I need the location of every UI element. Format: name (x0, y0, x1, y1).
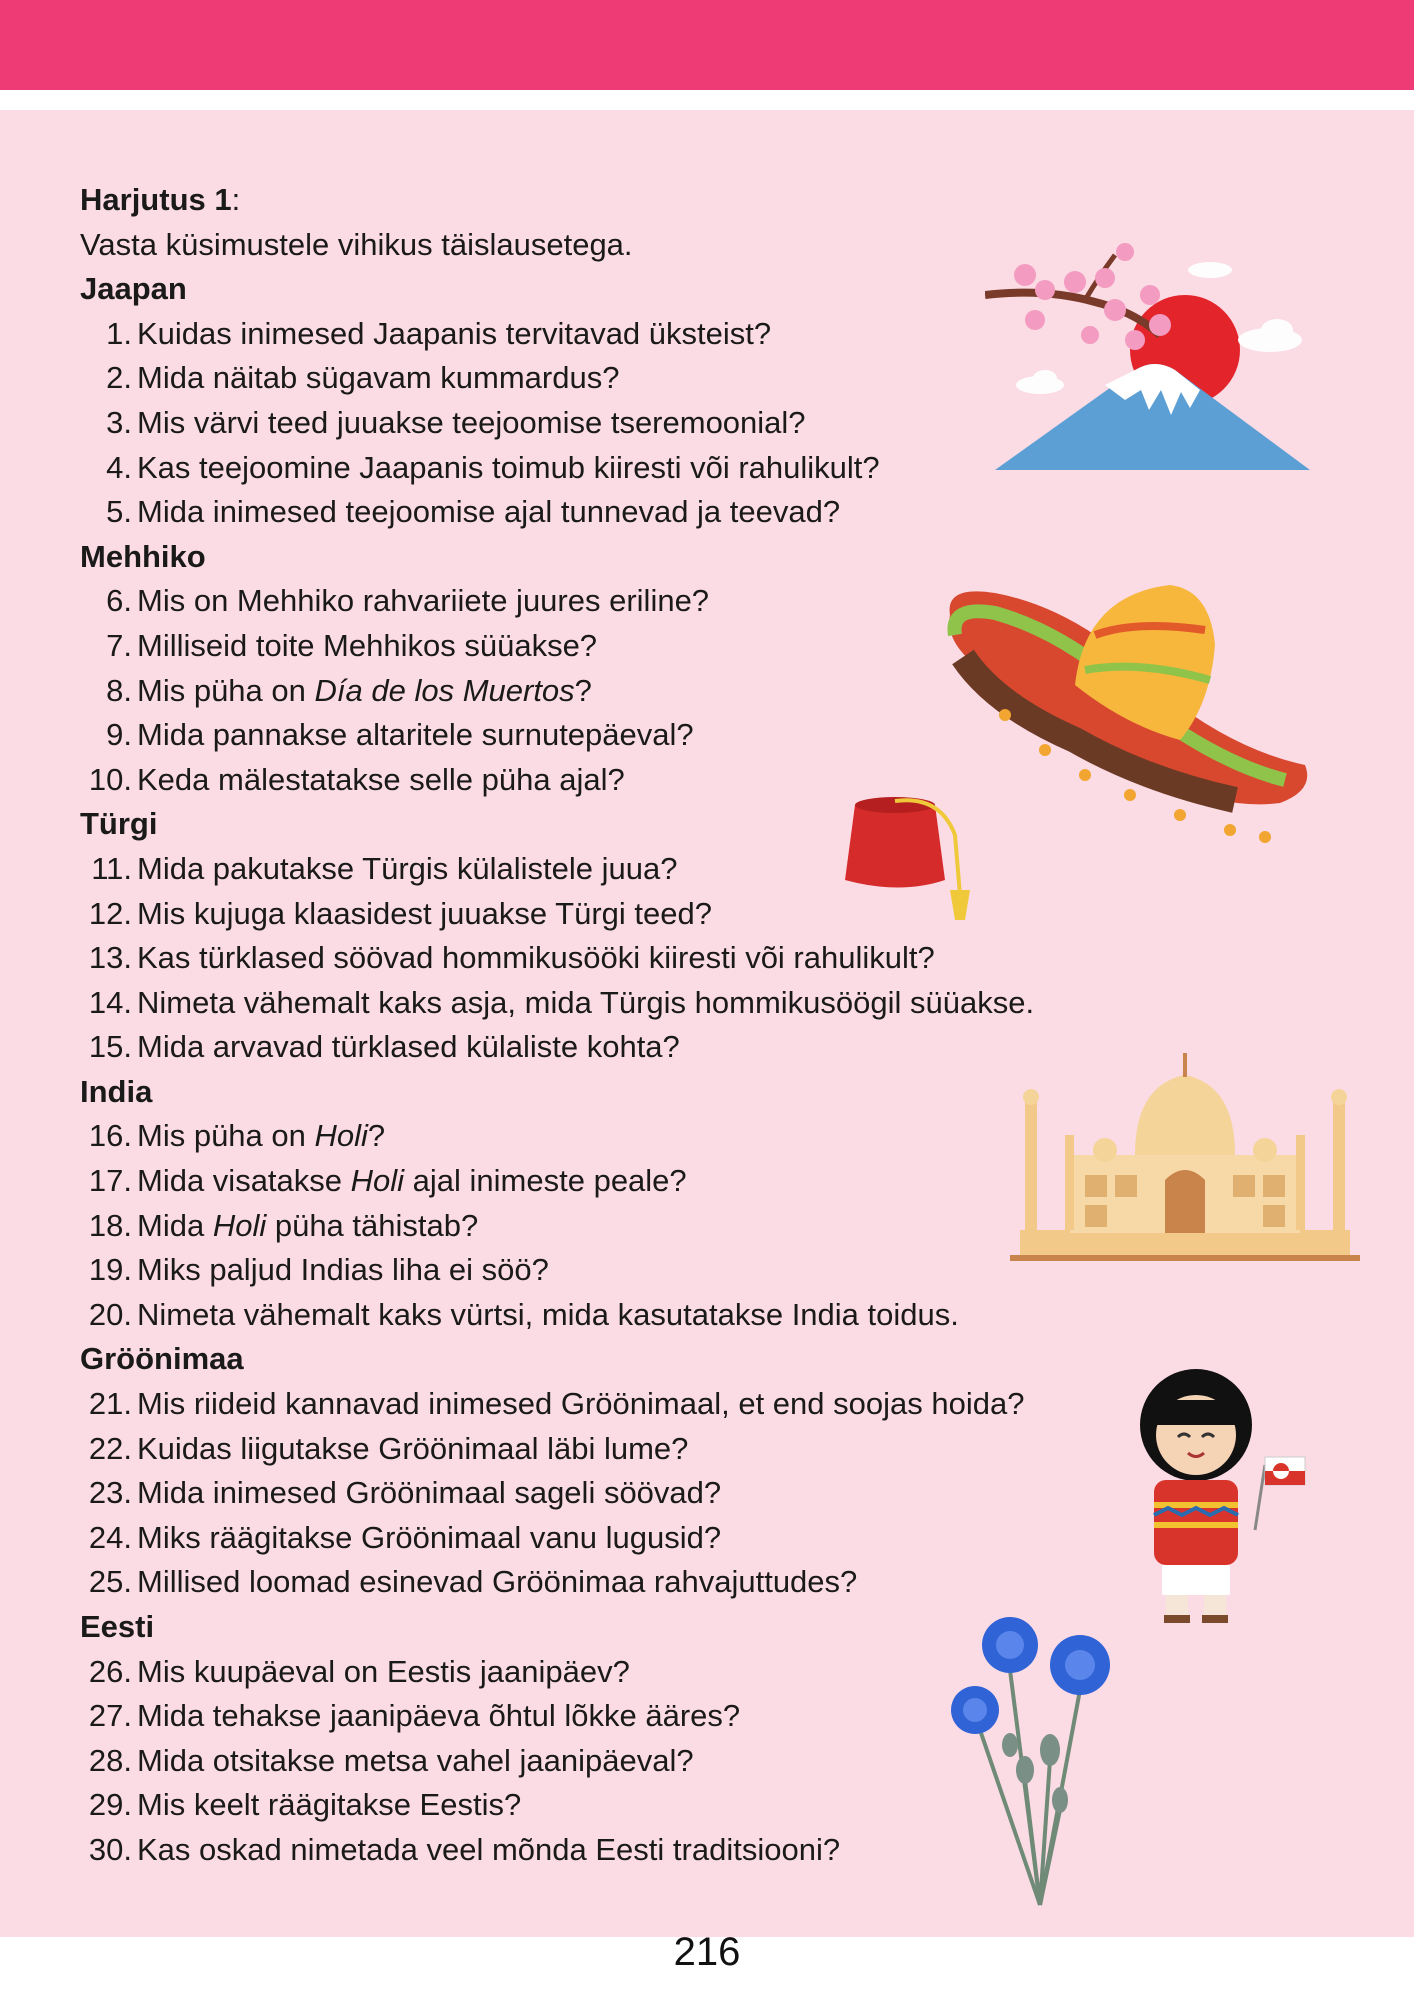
question-item (80, 1248, 1130, 1293)
question-text-part: Mis püha on (137, 1118, 315, 1154)
question-text-part: Mis värvi teed juuakse teejoomise tseremoonial? (137, 404, 806, 440)
question-text-part: Mida pakutakse Türgis külalistele juua? (137, 850, 678, 886)
question-text-part: Millised loomad esinevad Gröönimaa rahvajuttudes? (137, 1564, 858, 1600)
exercise-heading-suffix: : (231, 182, 241, 217)
question-text-part: Mis on Mehhiko rahvariiete juures eriline? (137, 583, 710, 619)
question-text-part: Holi (212, 1207, 267, 1243)
question-text (137, 758, 625, 803)
question-item (80, 312, 1130, 357)
question-number: 4. (106, 449, 132, 485)
question-number: 29. (88, 1787, 132, 1823)
question-number: 11. (91, 850, 132, 886)
question-text (137, 669, 592, 714)
question-text-part: Kuidas liigutakse Gröönimaal läbi lume? (137, 1430, 689, 1466)
question-number: 2. (106, 360, 132, 396)
question-number: 17. (88, 1163, 132, 1199)
question-text (137, 1293, 959, 1338)
question-item (80, 401, 1130, 446)
question-text-part: Mida (137, 1207, 213, 1243)
question-text-part: Mida näitab sügavam kummardus? (137, 360, 620, 396)
question-text-part: Mis kujuga klaasidest juuakse Türgi teed? (137, 895, 712, 931)
question-text-part: Milliseid toite Mehhikos süüakse? (137, 627, 598, 663)
question-text (137, 401, 806, 446)
question-number: 9. (106, 717, 132, 753)
question-text-part: ajal inimeste peale? (404, 1163, 687, 1199)
section-title: Jaapan (80, 271, 187, 307)
exercise-heading (80, 178, 1130, 223)
question-text (137, 1560, 857, 1605)
question-number: 21. (88, 1386, 132, 1422)
question-text (137, 356, 619, 401)
question-text-part: Mida inimesed Gröönimaal sageli söövad? (137, 1475, 722, 1511)
question-text-part: Mida arvavad türklased külaliste kohta? (137, 1029, 680, 1065)
question-number: 8. (106, 672, 132, 708)
question-number: 14. (88, 984, 132, 1020)
section-title: India (80, 1073, 153, 1109)
question-text-part: Kuidas inimesed Jaapanis tervitavad üksteist? (137, 315, 772, 351)
section-title: Gröönimaa (80, 1341, 244, 1377)
exercise-title: Harjutus 1 (80, 182, 232, 217)
question-text-part: Mis kuupäeval on Eestis jaanipäev? (137, 1653, 630, 1689)
question-text (137, 579, 709, 624)
question-text-part: Mida tehakse jaanipäeva õhtul lõkke ääres? (137, 1698, 741, 1734)
question-number: 6. (106, 583, 132, 619)
question-number: 20. (88, 1296, 132, 1332)
question-text (137, 490, 840, 535)
question-number: 5. (106, 494, 132, 530)
question-number: 25. (88, 1564, 132, 1600)
question-text-part: ? (367, 1118, 386, 1154)
question-number: 27. (88, 1698, 132, 1734)
question-text (137, 1650, 630, 1695)
question-text-part: Kas oskad nimetada veel mõnda Eesti traditsiooni? (137, 1831, 841, 1867)
section-title: Türgi (80, 806, 158, 842)
question-text (137, 1025, 680, 1070)
question-item (80, 1560, 1130, 1605)
question-text-part: Mida otsitakse metsa vahel jaanipäeval? (137, 1742, 694, 1778)
question-text-part: Mis riideid kannavad inimesed Gröönimaal, et end soojas hoida? (137, 1386, 1025, 1422)
question-text-part: Kas türklased söövad hommikusööki kiiresti või rahulikult? (137, 940, 935, 976)
section-title: Eesti (80, 1609, 155, 1644)
question-item (80, 1382, 1130, 1427)
question-item (80, 446, 1130, 491)
question-item (80, 981, 1130, 1026)
question-text (137, 1427, 688, 1472)
question-text (137, 1204, 478, 1249)
question-number: 23. (88, 1475, 132, 1511)
question-text (137, 1159, 687, 1204)
mount-fuji-sakura-icon (985, 240, 1315, 480)
question-text (137, 1783, 521, 1828)
question-text (137, 1516, 721, 1561)
question-number: 18. (88, 1207, 132, 1243)
question-number: 7. (106, 627, 132, 663)
question-text (137, 312, 771, 357)
question-text-part: püha tähistab? (266, 1207, 479, 1243)
question-number: 22. (88, 1430, 132, 1466)
question-text-part: Holi (314, 1118, 368, 1154)
question-text-part: Mida visatakse (137, 1163, 351, 1199)
question-number: 30. (88, 1831, 132, 1867)
question-item (80, 1159, 1130, 1204)
question-text-part: Mida inimesed teejoomise ajal tunnevad ja teevad? (137, 494, 841, 530)
question-item (80, 1293, 1130, 1338)
question-text (137, 1114, 385, 1159)
question-text (137, 936, 935, 981)
question-number: 26. (88, 1653, 132, 1689)
question-number: 16. (88, 1118, 132, 1154)
question-text-part: Mida pannakse altaritele surnutepäeval? (137, 717, 694, 753)
top-bar (0, 0, 1414, 90)
question-item (80, 490, 1130, 535)
sombrero-icon (935, 575, 1315, 850)
question-item (80, 1516, 1130, 1561)
exercise-instruction: Vasta küsimustele vihikus täislausetega. (80, 226, 633, 262)
page-number: 216 (673, 1930, 741, 1974)
question-item (80, 1114, 1130, 1159)
question-number: 12. (88, 895, 132, 931)
question-text (137, 1248, 549, 1293)
question-text (137, 981, 1034, 1026)
question-text (137, 1694, 740, 1739)
question-text-part: Holi (350, 1163, 405, 1199)
question-text (137, 1471, 721, 1516)
cornflower-bouquet-icon (950, 1610, 1130, 1910)
question-text (137, 1382, 1024, 1427)
question-number: 15. (88, 1029, 132, 1065)
question-text-part: Keda mälestatakse selle püha ajal? (137, 761, 625, 797)
question-number: 1. (106, 315, 132, 351)
question-text-part: Miks räägitakse Gröönimaal vanu lugusid? (137, 1519, 722, 1555)
question-item (80, 1427, 1130, 1472)
question-item (80, 356, 1130, 401)
question-text-part: ? (574, 672, 592, 708)
question-number: 24. (88, 1519, 132, 1555)
question-number: 13. (88, 940, 132, 976)
question-number: 10. (88, 761, 132, 797)
question-text (137, 446, 880, 491)
question-number: 3. (106, 404, 132, 440)
question-text-part: Miks paljud Indias liha ei söö? (137, 1252, 549, 1288)
question-text-part: Mis püha on (137, 672, 315, 708)
question-item (80, 936, 1130, 981)
section-title: Mehhiko (80, 538, 206, 574)
question-number: 28. (88, 1742, 132, 1778)
question-item (80, 1204, 1130, 1249)
question-text-part: Kas teejoomine Jaapanis toimub kiiresti või rahulikult? (137, 449, 880, 485)
question-text (137, 847, 678, 892)
taj-mahal-icon (1010, 1045, 1360, 1270)
greenland-girl-flag-icon (1140, 1365, 1325, 1625)
question-number: 19. (88, 1252, 132, 1288)
question-text-part: Nimeta vähemalt kaks asja, mida Türgis hommikusöögil süüakse. (137, 984, 1035, 1020)
question-text-part: Día de los Muertos (314, 672, 575, 708)
question-text-part: Nimeta vähemalt kaks vürtsi, mida kasutatakse India toidus. (137, 1296, 959, 1332)
question-text (137, 1739, 694, 1784)
question-text (137, 713, 694, 758)
question-text (137, 624, 597, 669)
question-item (80, 1025, 1130, 1070)
fez-hat-icon (840, 795, 985, 925)
question-text-part: Mis keelt räägitakse Eestis? (137, 1787, 522, 1823)
question-item (80, 1471, 1130, 1516)
question-text (137, 892, 712, 937)
question-text (137, 1828, 840, 1873)
